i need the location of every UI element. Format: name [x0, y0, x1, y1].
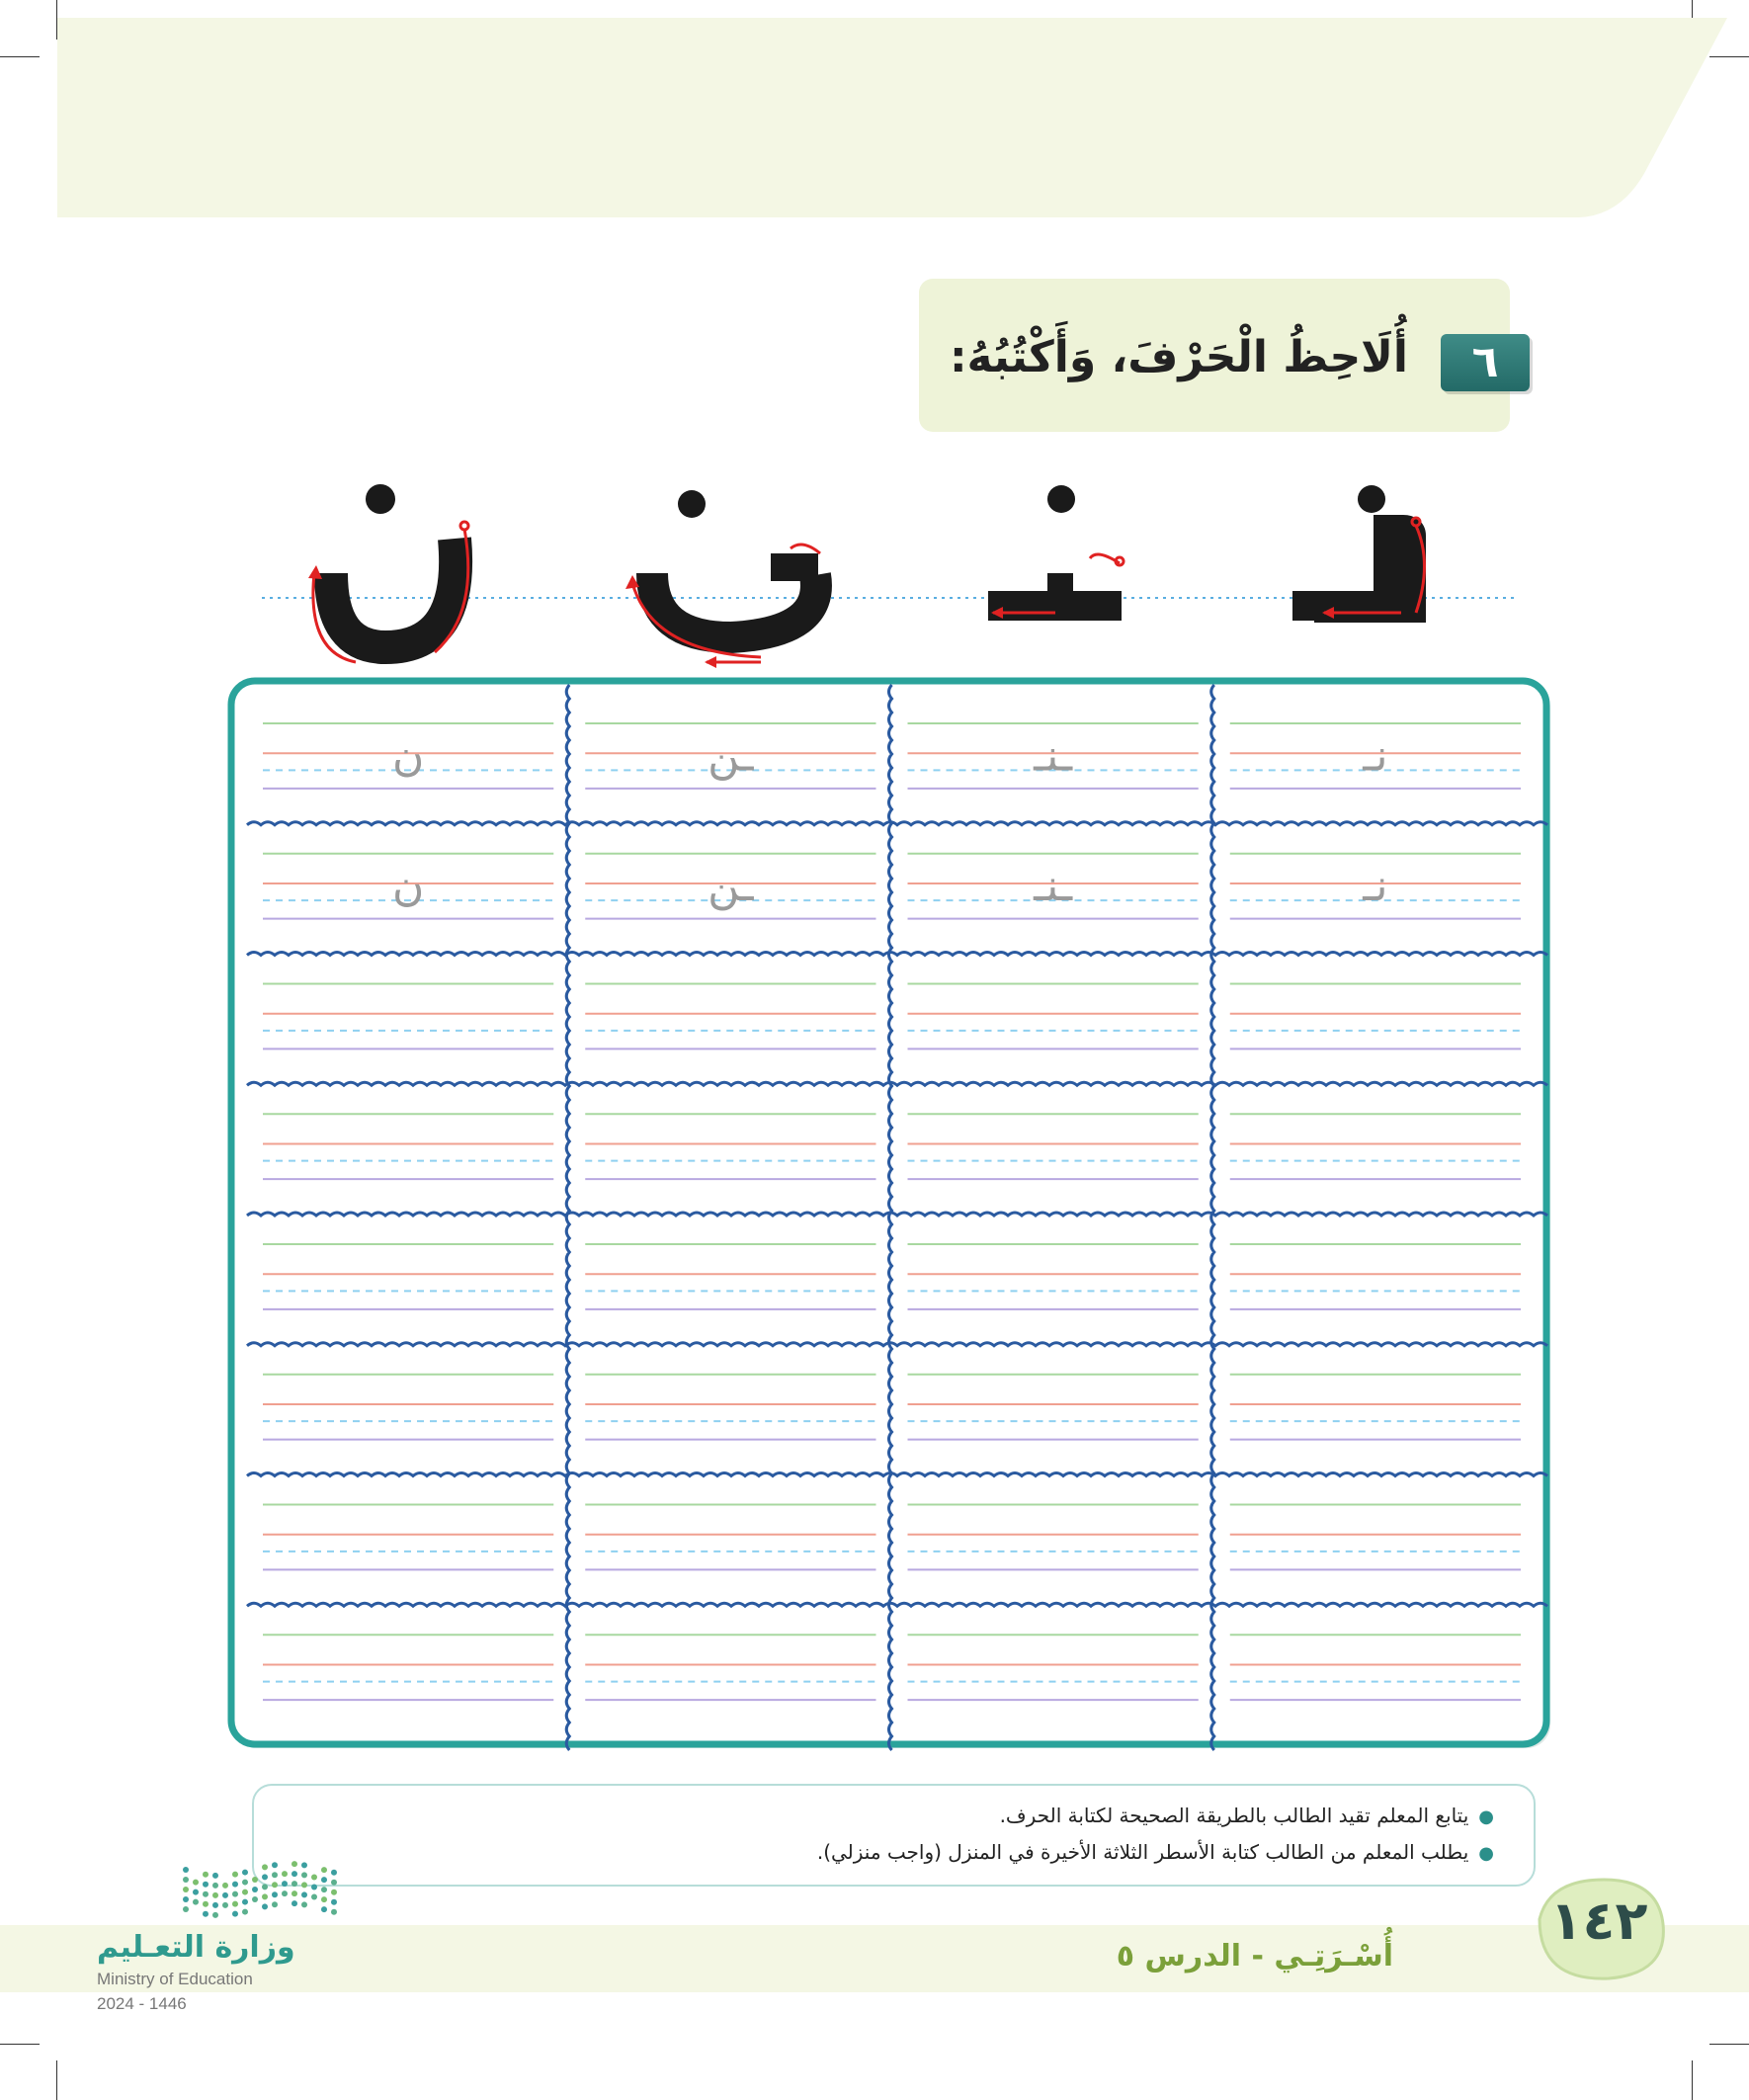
logo-dot	[203, 1872, 208, 1878]
trace-letter: نـ	[1363, 861, 1388, 912]
top-banner	[57, 18, 1727, 217]
logo-dot	[242, 1880, 248, 1886]
logo-dot	[232, 1891, 238, 1897]
logo-dot	[183, 1877, 189, 1883]
practice-grid	[227, 677, 1556, 1754]
logo-dot	[301, 1891, 307, 1897]
trace-letter: ن	[391, 861, 425, 912]
letter-isolated	[331, 484, 456, 647]
logo-dot	[193, 1880, 199, 1886]
logo-dot	[321, 1877, 327, 1883]
logo-dot	[183, 1867, 189, 1873]
logo-dot	[203, 1911, 208, 1917]
logo-dot	[242, 1890, 248, 1895]
teacher-notes-box	[252, 1784, 1536, 1887]
logo-dot	[321, 1887, 327, 1892]
logo-dot	[331, 1880, 337, 1886]
crop-mark	[56, 2060, 57, 2100]
logo-dot	[232, 1901, 238, 1907]
logo-dot	[292, 1890, 297, 1896]
crop-mark	[1692, 2060, 1693, 2100]
logo-dot	[252, 1887, 258, 1892]
logo-dot	[331, 1870, 337, 1876]
trace-letter: ـنـ	[1034, 730, 1073, 782]
logo-dot	[272, 1862, 278, 1868]
logo-dot	[212, 1902, 218, 1908]
logo-dot	[321, 1867, 327, 1873]
logo-dot	[222, 1883, 228, 1889]
crop-mark	[0, 2044, 40, 2045]
logo-dot	[183, 1896, 189, 1902]
logo-dot	[331, 1909, 337, 1915]
letter-forms-models	[0, 464, 1749, 692]
letter-final	[652, 490, 818, 637]
logo-dot	[262, 1864, 268, 1870]
edition-year: 2024 - 1446	[97, 1994, 187, 2013]
lesson-label: أُسْـرَتِـي - الدرس ٥	[1116, 1939, 1393, 1974]
logo-dot	[301, 1872, 307, 1878]
logo-dot	[222, 1892, 228, 1898]
crop-mark	[0, 56, 40, 57]
logo-dot	[292, 1900, 297, 1906]
crop-mark	[1709, 2044, 1749, 2045]
teacher-note: ●يتابع المعلم تقيد الطالب بالطريقة الصحيحة لكتابة الحرف.	[999, 1804, 1494, 1827]
logo-dot	[242, 1909, 248, 1915]
letter-medial	[988, 485, 1122, 621]
logo-dot	[212, 1873, 218, 1879]
logo-dot	[331, 1899, 337, 1905]
trace-letter: ـن	[708, 861, 754, 912]
logo-dot	[252, 1896, 258, 1902]
ministry-name-english: Ministry of Education	[97, 1970, 253, 1988]
letter-initial	[1292, 485, 1411, 621]
logo-dot	[272, 1872, 278, 1878]
logo-dot	[301, 1862, 307, 1868]
logo-dot	[311, 1874, 317, 1880]
logo-dot	[252, 1877, 258, 1883]
logo-dot	[232, 1882, 238, 1888]
trace-letter: نـ	[1363, 730, 1388, 782]
trace-letter: ـنـ	[1034, 861, 1073, 912]
logo-dot	[292, 1881, 297, 1887]
logo-dot	[321, 1896, 327, 1902]
logo-dot	[331, 1890, 337, 1895]
logo-dot	[212, 1883, 218, 1889]
logo-dot	[203, 1882, 208, 1888]
logo-dot	[301, 1901, 307, 1907]
trace-letter: ن	[391, 730, 425, 782]
logo-dot	[282, 1890, 288, 1896]
teacher-note: ●يطلب المعلم من الطالب كتابة الأسطر الثلاثة الأخيرة في المنزل (واجب منزلي).	[816, 1840, 1494, 1864]
logo-dot	[262, 1874, 268, 1880]
logo-dot	[272, 1882, 278, 1888]
logo-dot	[232, 1872, 238, 1878]
logo-dot	[212, 1912, 218, 1918]
ministry-name-arabic: وزارة التعـليم	[97, 1930, 295, 1965]
trace-letter: ـن	[708, 730, 754, 782]
logo-dot	[321, 1906, 327, 1912]
logo-dot	[193, 1899, 199, 1905]
logo-dot	[292, 1871, 297, 1877]
logo-dot	[262, 1893, 268, 1899]
logo-dot	[282, 1871, 288, 1877]
logo-dot	[242, 1870, 248, 1876]
logo-dot	[282, 1881, 288, 1887]
logo-dot	[193, 1890, 199, 1895]
logo-dot	[183, 1887, 189, 1892]
logo-dot	[292, 1861, 297, 1867]
logo-dot	[311, 1893, 317, 1899]
logo-dot	[232, 1911, 238, 1917]
ministry-logo-icon	[178, 1860, 356, 1921]
logo-dot	[262, 1903, 268, 1909]
logo-dot	[183, 1906, 189, 1912]
exercise-number-badge: ٦	[1441, 334, 1530, 391]
logo-dot	[242, 1899, 248, 1905]
logo-dot	[222, 1902, 228, 1908]
instruction-text: أُلَاحِظُ الْحَرْفَ، وَأَكْتُبُهُ:	[949, 332, 1408, 382]
logo-dot	[301, 1882, 307, 1888]
logo-dot	[203, 1901, 208, 1907]
logo-dot	[311, 1884, 317, 1890]
logo-dot	[272, 1891, 278, 1897]
logo-dot	[203, 1891, 208, 1897]
logo-dot	[212, 1892, 218, 1898]
page-number: ١٤٢	[1549, 1890, 1648, 1952]
logo-dot	[262, 1884, 268, 1890]
logo-dot	[272, 1901, 278, 1907]
